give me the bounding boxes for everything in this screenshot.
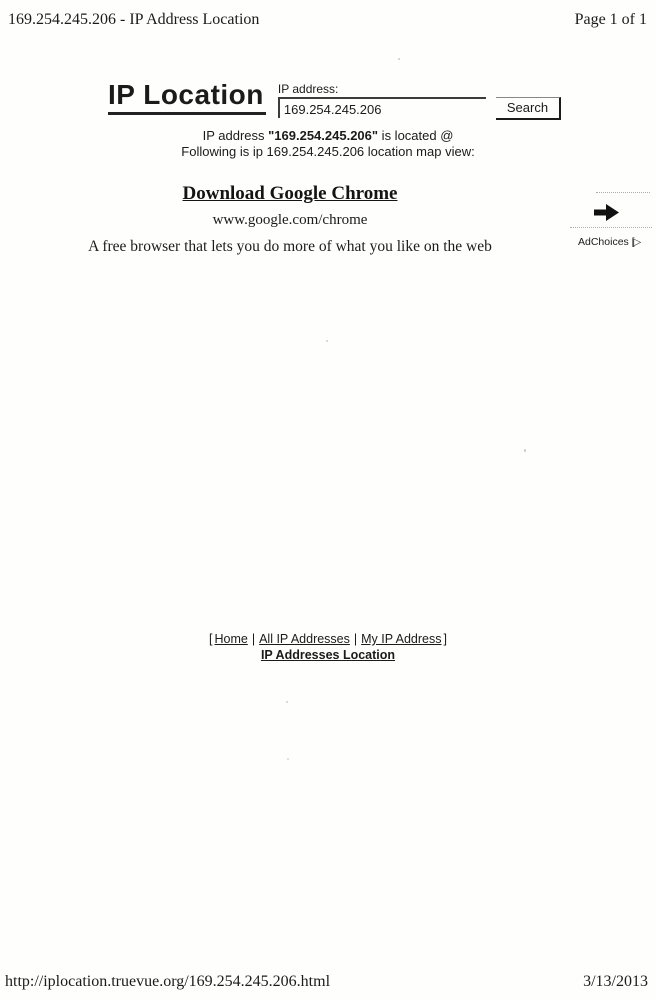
nav-link-my-ip-address[interactable]: My IP Address: [361, 632, 442, 646]
nav-separator: |: [353, 632, 358, 646]
nav-link-all-ip-addresses[interactable]: All IP Addresses: [259, 632, 350, 646]
scan-speck: [398, 58, 400, 60]
adchoices-label: AdChoices: [578, 236, 629, 248]
ip-address-label: IP address:: [277, 82, 339, 96]
result-lines: [0, 128, 656, 160]
ip-address-input[interactable]: [278, 97, 486, 118]
scan-speck: [287, 758, 289, 760]
site-title: IP Location: [108, 80, 266, 115]
nav-link-ip-addresses-location[interactable]: IP Addresses Location: [260, 648, 396, 662]
nav-open-bracket: [: [209, 632, 213, 646]
right-arrow-icon: [594, 204, 619, 221]
print-page-number: Page 1 of 1: [574, 11, 647, 28]
result-line1-prefix: IP address: [202, 128, 269, 143]
nav-link-home[interactable]: Home: [214, 632, 248, 646]
print-footer-url: http://iplocation.truevue.org/169.254.245.206.html: [5, 973, 331, 990]
ad-headline-link[interactable]: Download Google Chrome: [182, 183, 398, 204]
result-line1-ip: "169.254.245.206": [268, 128, 379, 143]
nav-links-row: [0, 632, 656, 647]
adchoices-link[interactable]: [578, 236, 640, 248]
scan-speck: [326, 340, 328, 342]
chrome-ad: [0, 183, 580, 256]
print-header-title: 169.254.245.206 - IP Address Location: [8, 11, 260, 28]
nav-links-block: [0, 632, 656, 663]
ip-search-form: [278, 80, 561, 120]
ad-tagline: A free browser that lets you do more of what you like on the web: [88, 238, 492, 255]
ad-frame-remnant-bottom: [570, 227, 652, 228]
adchoices-icon: [▷: [631, 237, 641, 248]
nav-separator: |: [251, 632, 256, 646]
result-line-2: Following is ip 169.254.245.206 location map view:: [181, 144, 475, 159]
print-footer: [5, 973, 648, 991]
result-line1-suffix: is located @: [378, 128, 454, 143]
print-footer-date: 3/13/2013: [583, 973, 648, 990]
result-line-1: [0, 128, 656, 144]
ad-frame-remnant-top: [596, 192, 650, 193]
nav-close-bracket: ]: [443, 632, 447, 646]
print-header: [8, 11, 647, 29]
search-button[interactable]: Search: [496, 97, 561, 120]
masthead-row: [108, 80, 561, 120]
scan-speck: [524, 449, 526, 452]
nav-bottom-row: [0, 648, 656, 663]
ad-display-url: www.google.com/chrome: [212, 212, 368, 228]
scan-speck: [286, 701, 288, 703]
